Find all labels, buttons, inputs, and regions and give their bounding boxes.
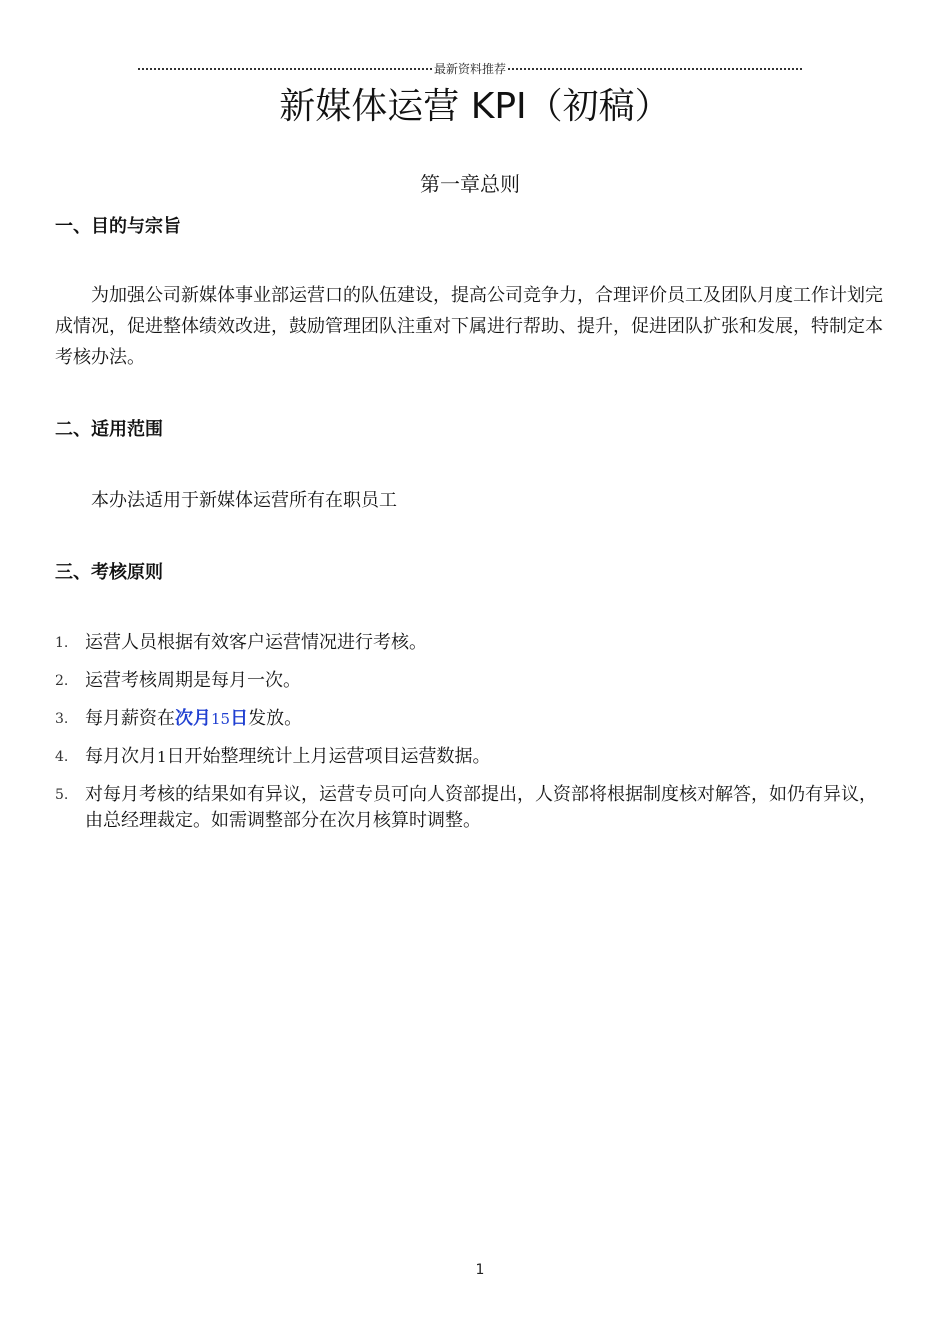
list-item-text: 运营考核周期是每月一次。 bbox=[85, 670, 301, 691]
list-item-text-post: 发放。 bbox=[248, 708, 303, 729]
list-item bbox=[55, 744, 885, 770]
header-text: 最新资料推荐 bbox=[434, 61, 507, 76]
list-item-text: 对每月考核的结果如有异议，运营专员可向人资部提出，人资部将根据制度核对解答，如仍有异议，由总经理裁定。如需调整部分在次月核算时调整。 bbox=[85, 784, 877, 831]
scope-paragraph: 本办法适用于新媒体运营所有在职员工 bbox=[91, 490, 397, 511]
list-item bbox=[55, 782, 885, 834]
highlight-next-month: 次月 bbox=[175, 708, 211, 729]
page-number: 1 bbox=[475, 1262, 485, 1278]
list-item-text-pre: 每月薪资在 bbox=[85, 708, 175, 729]
list-item bbox=[55, 630, 885, 656]
section-heading-principles: 三、考核原则 bbox=[55, 562, 163, 583]
header-dots-left bbox=[138, 68, 432, 70]
list-item-text: 运营人员根据有效客户运营情况进行考核。 bbox=[85, 632, 427, 653]
list-item-text-pre: 每月次月 bbox=[85, 746, 157, 767]
list-item-text-post: 日开始整理统计上月运营项目运营数据。 bbox=[166, 746, 491, 767]
list-number: 4. bbox=[55, 749, 69, 765]
highlight-day: 日 bbox=[230, 708, 249, 729]
purpose-paragraph: 为加强公司新媒体事业部运营口的队伍建设，提高公司竞争力，合理评价员工及团队月度工作计划完成情况，促进整体绩效改进，鼓励管理团队注重对下属进行帮助、提升，促进团队扩张和发展，特制定本考核办法。 bbox=[55, 285, 883, 368]
chapter-title: 第一章总则 bbox=[420, 172, 520, 196]
highlight-day-number: 15 bbox=[211, 710, 231, 728]
list-number: 1. bbox=[55, 635, 69, 651]
day-number: 1 bbox=[157, 748, 167, 766]
header-dots-right bbox=[508, 68, 802, 70]
principles-list bbox=[55, 630, 885, 846]
list-number: 5. bbox=[55, 787, 69, 803]
page-header bbox=[138, 58, 802, 78]
section-heading-scope: 二、适用范围 bbox=[55, 419, 163, 440]
list-number: 2. bbox=[55, 673, 69, 689]
list-item bbox=[55, 706, 885, 732]
list-number: 3. bbox=[55, 711, 69, 727]
list-item bbox=[55, 668, 885, 694]
document-title: 新媒体运营 KPI（初稿） bbox=[279, 86, 671, 127]
section-heading-purpose: 一、目的与宗旨 bbox=[55, 216, 181, 237]
